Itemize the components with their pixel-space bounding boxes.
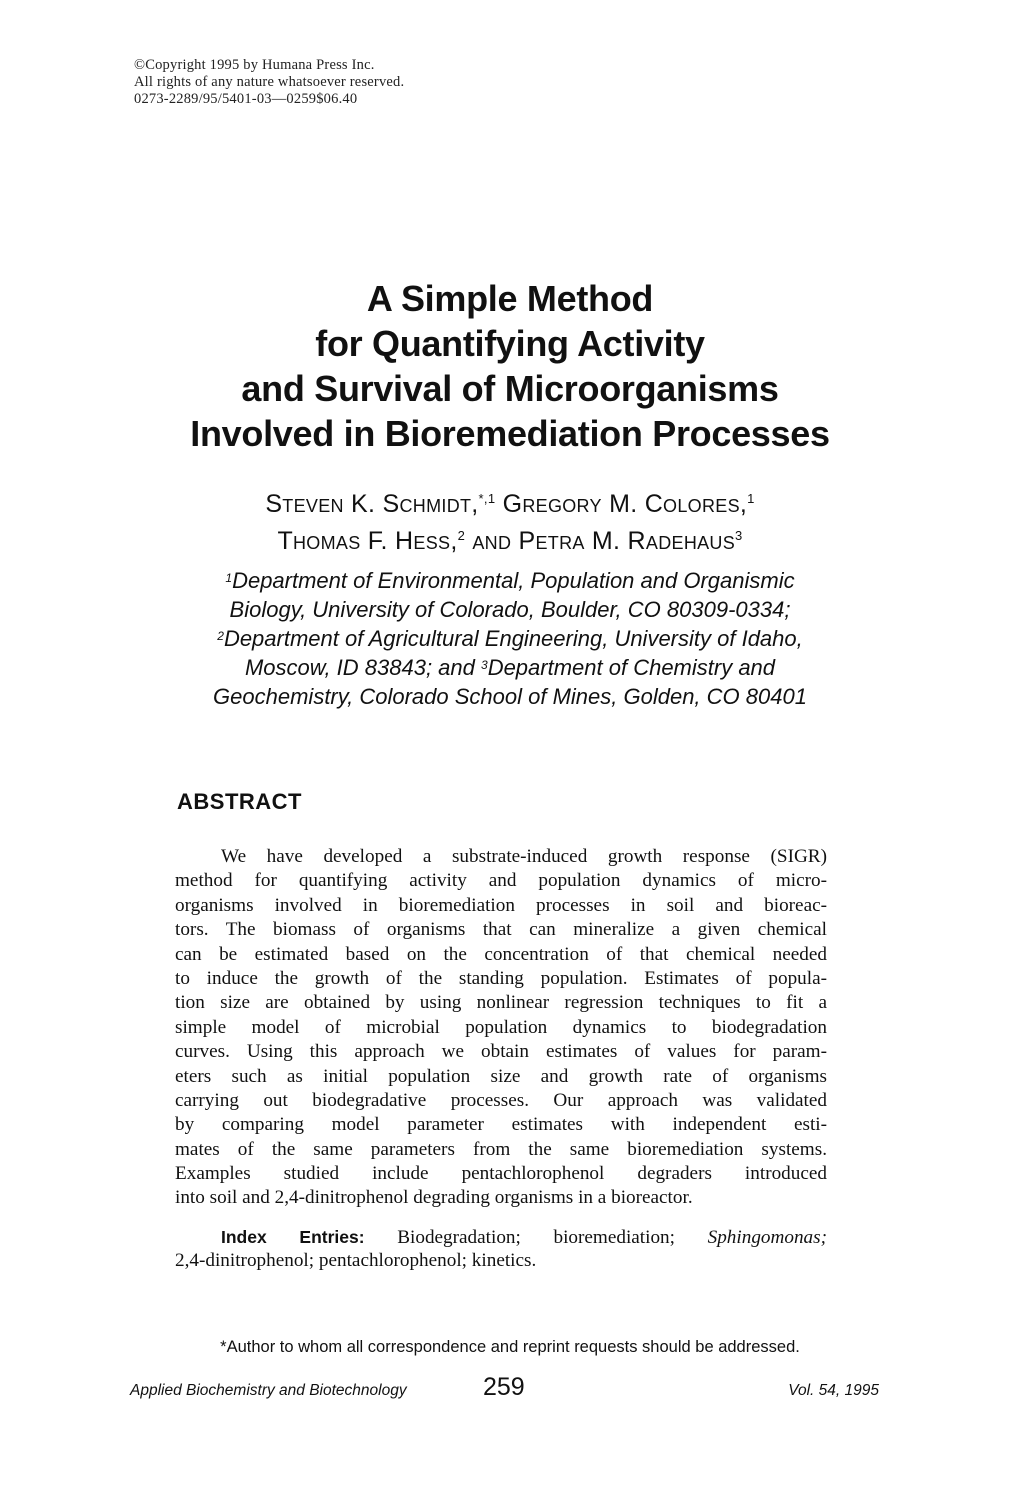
affiliation-line: Biology, University of Colorado, Boulder, CO 80309-0334; bbox=[229, 597, 791, 622]
issn-line: 0273-2289/95/5401-03—0259$06.40 bbox=[134, 91, 358, 107]
abstract-line: We have developed a substrate-induced growth response (SIGR) bbox=[221, 846, 827, 867]
correspondence-footnote: *Author to whom all correspondence and reprint requests should be addressed. bbox=[220, 1338, 800, 1356]
author-name: and Petra M. Radehaus bbox=[465, 527, 736, 555]
affiliation-marker: 2 bbox=[217, 629, 224, 643]
copyright-notice bbox=[134, 57, 404, 108]
author-name: Steven K. Schmidt, bbox=[265, 490, 479, 518]
abstract-line: mates of the same parameters from the same bioremediation systems. bbox=[175, 1138, 827, 1160]
affiliation-text: Department of Agricultural Engineering, University of Idaho, bbox=[223, 626, 803, 651]
index-label: Index Entries: bbox=[221, 1227, 365, 1247]
abstract-line: tion size are obtained by using nonlinear regression techniques to fit a bbox=[175, 992, 827, 1014]
author-name: Gregory M. Colores, bbox=[495, 490, 748, 518]
page-number: 259 bbox=[483, 1373, 525, 1401]
abstract-body bbox=[175, 845, 827, 1211]
index-text: Biodegradation; bioremediation; bbox=[364, 1227, 708, 1248]
author-line bbox=[0, 486, 1020, 523]
title-line: and Survival of Microorganisms bbox=[241, 368, 779, 409]
affiliation-line bbox=[0, 566, 1020, 595]
abstract-line: can be estimated based on the concentration of that chemical needed bbox=[175, 943, 827, 965]
affiliation-marker: 3 bbox=[481, 658, 488, 672]
paper-title bbox=[0, 276, 1020, 456]
abstract-line: organisms involved in bioremediation processes in soil and bioreac- bbox=[175, 894, 827, 916]
abstract-line: Examples studied include pentachlorophenol degraders introduced bbox=[175, 1163, 827, 1185]
abstract-line: eters such as initial population size and growth rate of organisms bbox=[175, 1065, 827, 1087]
abstract-line: simple model of microbial population dynamics to biodegradation bbox=[175, 1016, 827, 1038]
author-superscript: *,1 bbox=[478, 491, 496, 506]
affiliation-line bbox=[0, 653, 1020, 682]
affiliation-line: Geochemistry, Colorado School of Mines, Golden, CO 80401 bbox=[213, 684, 807, 709]
abstract-line: to induce the growth of the standing population. Estimates of popula- bbox=[175, 967, 827, 989]
author-line bbox=[0, 523, 1020, 560]
volume-info: Vol. 54, 1995 bbox=[788, 1382, 879, 1399]
affiliations bbox=[0, 566, 1020, 711]
affiliation-line bbox=[0, 624, 1020, 653]
index-line: 2,4-dinitrophenol; pentachlorophenol; kinetics. bbox=[175, 1250, 537, 1272]
title-line: A Simple Method bbox=[366, 278, 654, 319]
abstract-heading: ABSTRACT bbox=[177, 789, 302, 814]
abstract-line: carrying out biodegradative processes. Our approach was validated bbox=[175, 1089, 827, 1111]
index-entries bbox=[175, 1225, 827, 1274]
author-superscript: 1 bbox=[747, 491, 755, 506]
index-line bbox=[175, 1225, 827, 1249]
journal-name: Applied Biochemistry and Biotechnology bbox=[130, 1382, 407, 1399]
author-name: Thomas F. Hess, bbox=[277, 527, 458, 555]
abstract-line: curves. Using this approach we obtain estimates of values for param- bbox=[175, 1041, 827, 1063]
affiliation-text: Department of Chemistry and bbox=[487, 655, 776, 680]
author-superscript: 3 bbox=[735, 528, 743, 543]
abstract-line: into soil and 2,4-dinitrophenol degrading organisms in a bioreactor. bbox=[175, 1187, 693, 1209]
abstract-line: method for quantifying activity and population dynamics of micro- bbox=[175, 870, 827, 892]
rights-line: All rights of any nature whatsoever reserved. bbox=[134, 74, 405, 90]
affiliation-text: Department of Environmental, Population and Organismic bbox=[232, 568, 795, 593]
affiliation-text: Moscow, ID 83843; and bbox=[244, 655, 481, 680]
abstract-line: tors. The biomass of organisms that can mineralize a given chemical bbox=[175, 919, 827, 941]
copyright-line: ©Copyright 1995 by Humana Press Inc. bbox=[134, 57, 375, 73]
author-list bbox=[0, 486, 1020, 560]
title-line: for Quantifying Activity bbox=[315, 323, 705, 364]
author-superscript: 2 bbox=[457, 528, 466, 543]
title-line: Involved in Bioremediation Processes bbox=[190, 413, 830, 454]
index-genus: Sphingomonas; bbox=[707, 1227, 827, 1248]
abstract-line: by comparing model parameter estimates with independent esti- bbox=[175, 1114, 827, 1136]
affiliation-marker: 1 bbox=[225, 571, 233, 585]
